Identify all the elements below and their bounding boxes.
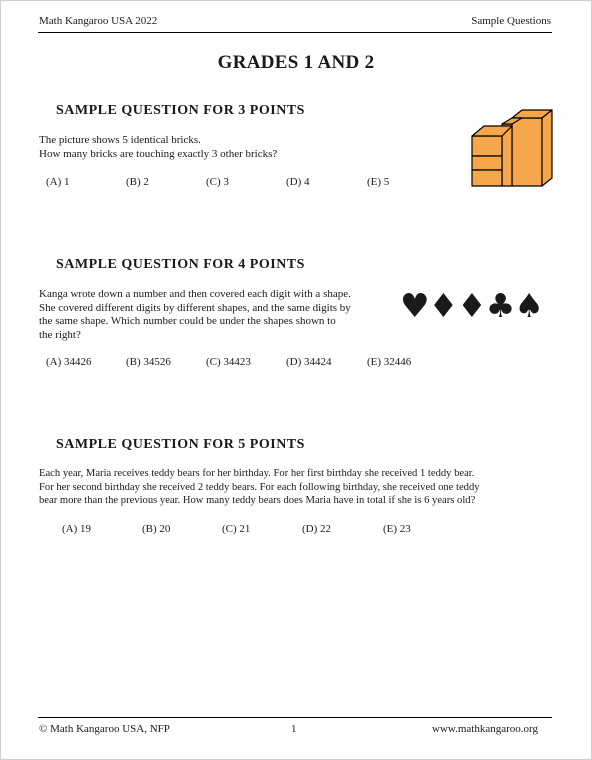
q1-heading: SAMPLE QUESTION FOR 3 POINTS [56,103,305,118]
page-number: 1 [291,723,297,735]
brick [472,136,502,156]
footer-rule [38,717,552,718]
q1-option-a: (A) 1 [46,176,70,188]
q1-text [39,134,277,161]
brick-side [542,110,552,186]
q2-line: the right? [39,328,81,341]
header-rule [38,32,552,33]
q3-line: Each year, Maria receives teddy bears for her birthday. For her first birthday she received 1 teddy bear. [39,468,475,479]
header-left: Math Kangaroo USA 2022 [39,15,158,27]
q3-text [39,467,480,508]
q1-line: The picture shows 5 identical bricks. [39,134,201,146]
q1-option-c: (C) 3 [206,176,229,188]
q2-line: She covered different digits by different shapes, and the same digits by [39,301,351,314]
q1-option-b: (B) 2 [126,176,149,188]
q2-option-d: (D) 34424 [286,356,332,368]
page-title: GRADES 1 AND 2 [217,52,375,73]
q3-option-c: (C) 21 [222,523,251,535]
q2-line: the same shape. Which number could be under the shapes shown to [39,315,336,327]
q2-text [39,288,351,342]
brick [472,170,502,186]
q2-line: Kanga wrote down a number and then covered each digit with a shape. [39,288,351,300]
q1-line: How many bricks are touching exactly 3 other bricks? [39,147,278,160]
q3-option-e: (E) 23 [383,523,411,535]
q3-option-d: (D) 22 [302,523,332,535]
q2-option-b: (B) 34526 [126,356,171,368]
footer-copyright: © Math Kangaroo USA, NFP [39,723,170,735]
q3-option-b: (B) 20 [142,523,171,535]
q1-option-d: (D) 4 [286,176,310,188]
q3-heading: SAMPLE QUESTION FOR 5 POINTS [56,437,305,452]
q2-option-c: (C) 34423 [206,356,251,368]
q3-line: bear more than the previous year. How many teddy bears does Maria have in total if she is 6 years old? [39,495,476,506]
q2-heading: SAMPLE QUESTION FOR 4 POINTS [56,257,305,272]
suit-shapes: ♥♦♦♣♠ [400,286,543,325]
q1-option-e: (E) 5 [367,176,390,188]
bricks-figure [466,100,556,192]
q3-option-a: (A) 19 [62,523,92,535]
brick [512,118,542,186]
q2-option-e: (E) 32446 [367,356,412,368]
q3-line: For her second birthday she received 2 teddy bears. For each following birthday, she received one teddy [39,481,480,493]
brick [472,156,502,170]
footer-url[interactable]: www.mathkangaroo.org [432,723,539,735]
header-right: Sample Questions [471,15,551,27]
q2-option-a: (A) 34426 [46,356,92,368]
